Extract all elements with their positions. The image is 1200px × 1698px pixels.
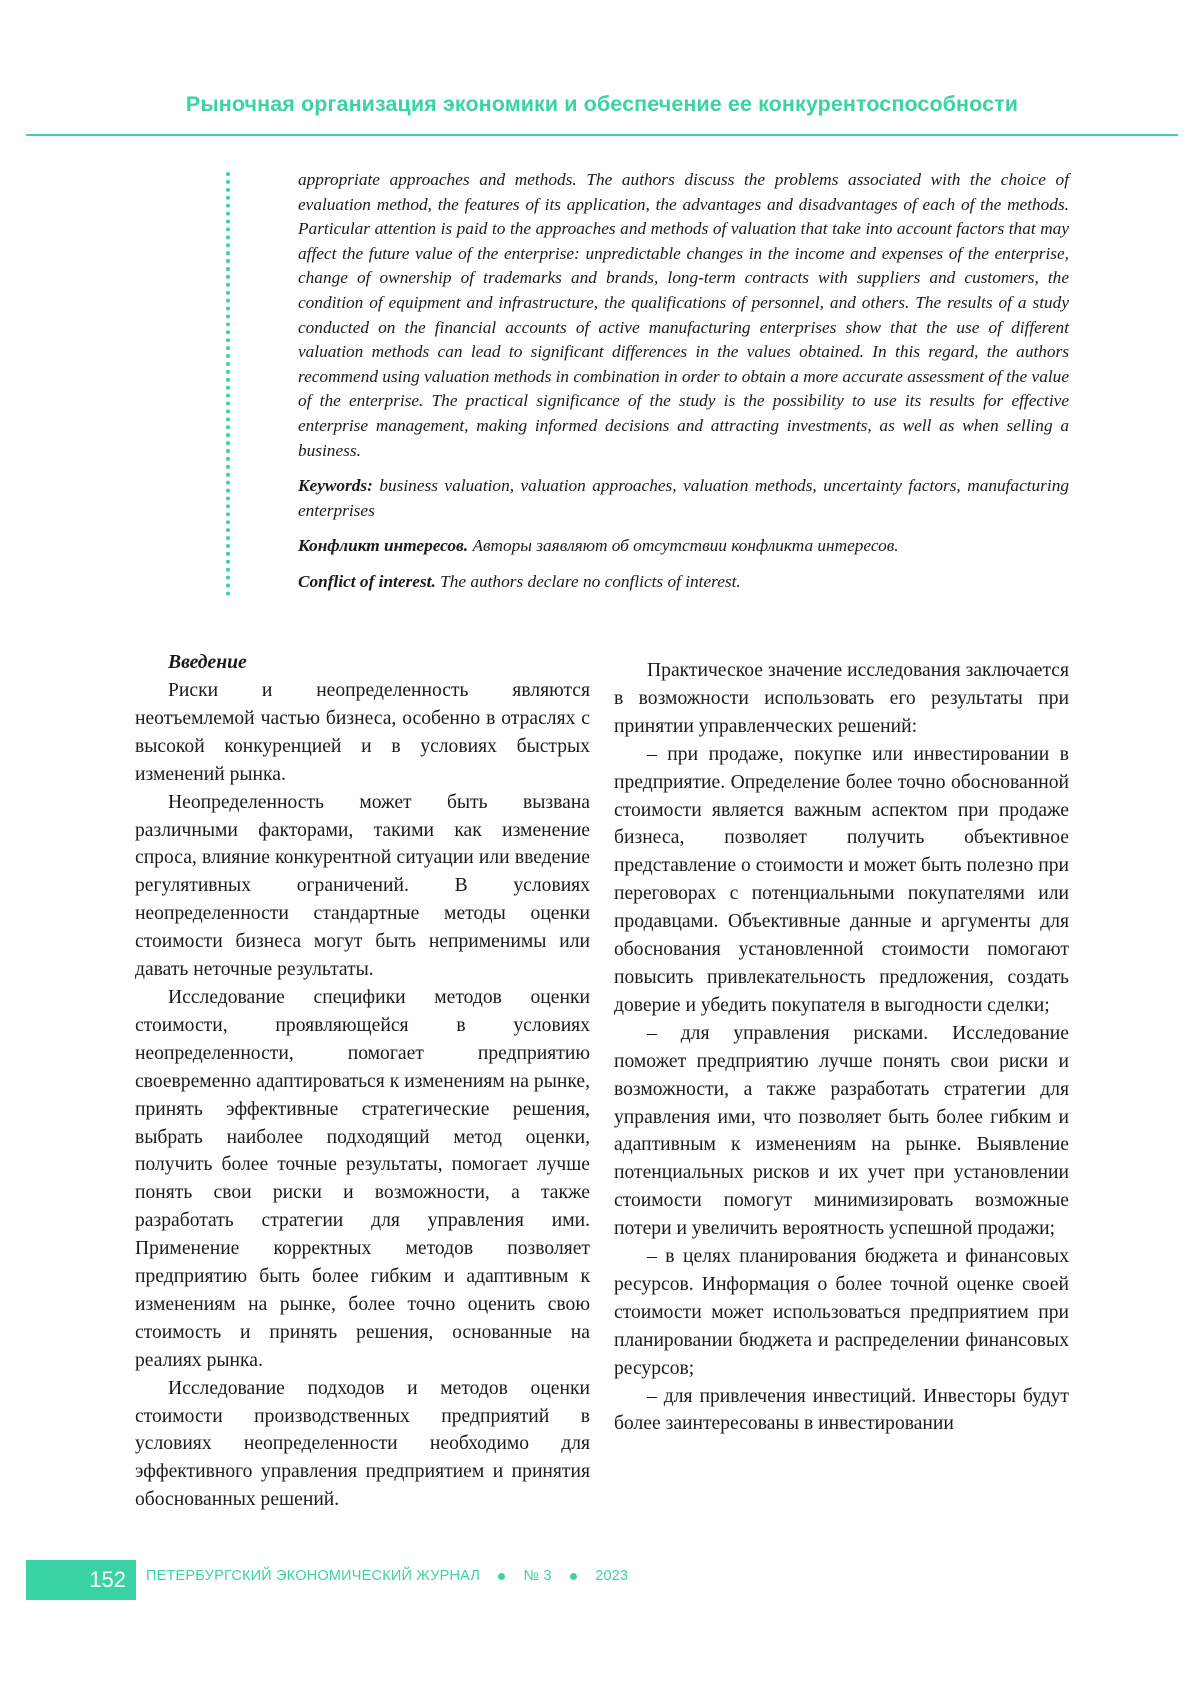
paragraph: Неопределенность может быть вызвана различными факторами, такими как изменение спроса, влияние конкурентной ситуации или введение регулятивных ограничений. В условиях неопределенности стандартные методы оценки стоимости бизнеса могут быть неприменимы или давать неточные результаты.	[135, 791, 590, 981]
issue-number: № 3	[523, 1568, 552, 1584]
journal-name: ПЕТЕРБУРГСКИЙ ЭКОНОМИЧЕСКИЙ ЖУРНАЛ	[146, 1568, 481, 1584]
abstract-dotted-marker	[226, 172, 230, 596]
paragraph: – для управления рисками. Исследование поможет предприятию лучше понять свои риски и возможности, а также разработать стратегии для управления ими, что позволяет быть более гибким и адаптивным к изменениям на рынке. Выявление потенциальных рисков и их учет при установлении стоимости помогут минимизировать возможные потери и увеличить вероятность успешной продажи;	[614, 1022, 1069, 1240]
abstract-block	[298, 168, 1069, 595]
paragraph: – при продаже, покупке или инвестировании в предприятие. Определение более точно обоснованной стоимости является важным аспектом при продаже бизнеса, позволяет получить объективное представление о стоимости и может быть полезно при переговорах с потенциальными покупателями или продавцами. Объективные данные и аргументы для обоснования установленной стоимости помогают повысить привлекательность предложения, создать доверие и убедить покупателя в выгодности сделки;	[614, 743, 1069, 1016]
conflict-of-interest-en	[298, 570, 1069, 595]
paragraph: Риски и неопределенность являются неотъемлемой частью бизнеса, особенно в отраслях с высокой конкуренцией и в условиях быстрых изменений рынка.	[135, 680, 590, 785]
keywords-line	[298, 474, 1069, 523]
running-header-title: Рыночная организация экономики и обеспечение ее конкурентоспособности	[185, 92, 1019, 116]
page-number-box	[26, 1560, 136, 1600]
paragraph: Практическое значение исследования заключается в возможности использовать его результаты при принятии управленческих решений:	[614, 660, 1069, 737]
page-number: 152	[89, 1567, 126, 1592]
keywords-text: business valuation, valuation approaches, valuation methods, uncertainty factors, manufacturing enterprises	[298, 476, 1069, 520]
body-column-right	[614, 657, 1069, 1438]
conflict-en-label: Conflict of interest.	[298, 571, 436, 591]
issue-year: 2023	[595, 1568, 629, 1584]
conflict-en-text: The authors declare no conflicts of interest.	[440, 571, 741, 591]
paragraph: Исследование подходов и методов оценки стоимости производственных предприятий в условиях неопределенности необходимо для эффективного управления предприятием и принятия обоснованных решений.	[135, 1377, 590, 1511]
footer-journal-line	[146, 1568, 628, 1584]
paragraph: – для привлечения инвестиций. Инвесторы будут более заинтересованы в инвестировании	[614, 1385, 1069, 1435]
conflict-ru-text: Авторы заявляют об отсутствии конфликта интересов.	[472, 536, 899, 556]
conflict-ru-label: Конфликт интересов.	[298, 536, 469, 556]
conflict-of-interest-ru	[298, 534, 1069, 559]
bullet-dot-icon	[498, 1573, 505, 1580]
paragraph: Исследование специфики методов оценки стоимости, проявляющейся в условиях неопределенности, помогает предприятию своевременно адаптироваться к изменениям на рынке, принять эффективные стратегические решения, выбрать наиболее подходящий метод оценки, получить более точные результаты, помогает лучше понять свои риски и возможности, а также разработать стратегии для управления ими. Применение корректных методов позволяет предприятию быть более гибким и адаптивным к изменениям на рынке, более точно оценить свою стоимость и принять решения, основанные на реалиях рынка.	[135, 986, 590, 1371]
keywords-label: Keywords:	[298, 476, 373, 496]
body-column-left	[135, 649, 590, 1514]
header-divider	[26, 134, 1178, 136]
abstract-text: appropriate approaches and methods. The authors discuss the problems associated with the choice of evaluation method, the features of its application, the advantages and disadvantages of each of the methods. Particular attention is paid to the approaches and methods of valuation that take into account factors that may affect the future value of the enterprise: unpredictable changes in the income and expenses of the enterprise, change of ownership of trademarks and brands, long-term contracts with suppliers and customers, the condition of equipment and infrastructure, the qualifications of personnel, and others. The results of a study conducted on the financial accounts of active manufacturing enterprises show that the use of different valuation methods can lead to significant differences in the values obtained. In this regard, the authors recommend using valuation methods in combination in order to obtain a more accurate assessment of the value of the enterprise. The practical significance of the study is the possibility to use its results for effective enterprise management, making informed decisions and attracting investments, as well as when selling a business.	[298, 170, 1069, 460]
section-heading-introduction: Введение	[168, 652, 247, 673]
paragraph: – в целях планирования бюджета и финансовых ресурсов. Информация о более точной оценке своей стоимости может использоваться предприятием при планировании бюджета и распределении финансовых ресурсов;	[614, 1246, 1069, 1379]
bullet-dot-icon	[570, 1573, 577, 1580]
